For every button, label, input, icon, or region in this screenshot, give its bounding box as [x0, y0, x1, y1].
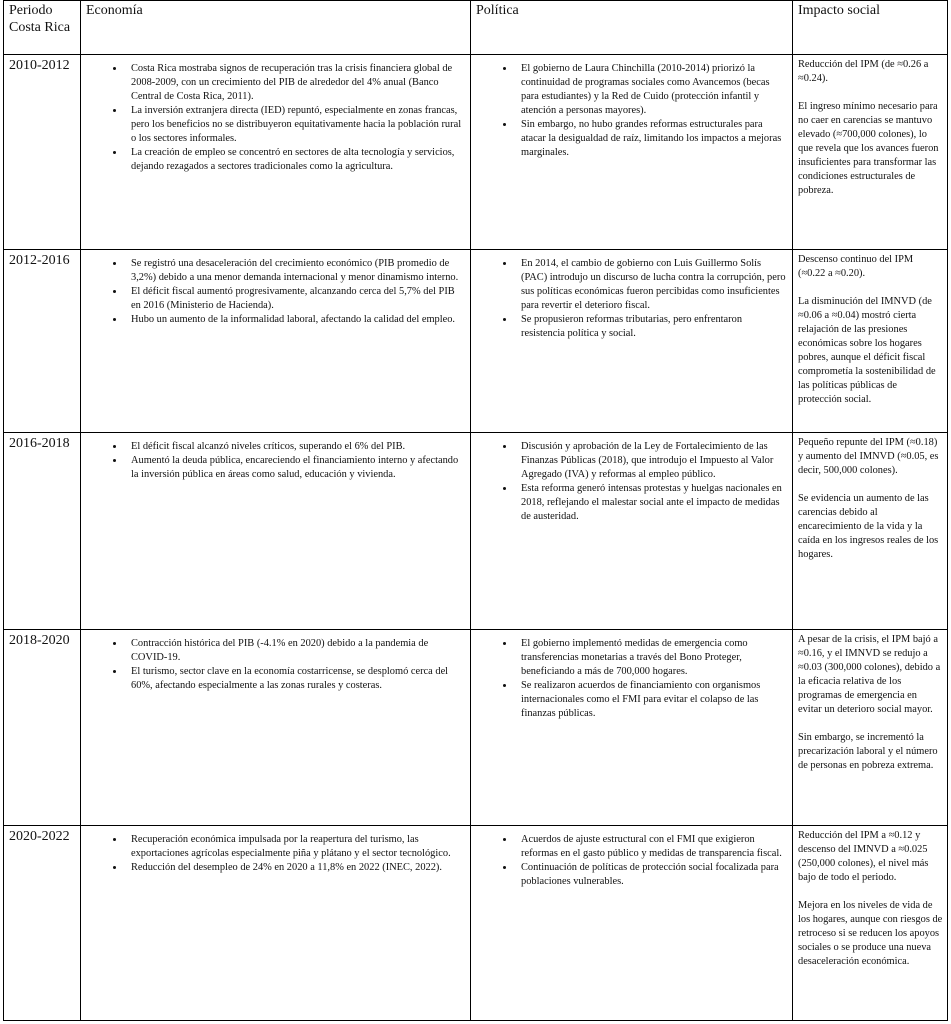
impact-paragraph: Mejora en los niveles de vida de los hogares, aunque con riesgos de retroceso si se reducen los apoyos sociales o se produce una nueva desaceleración económica.: [798, 900, 943, 967]
list-item: • La creación de empleo se concentró en sectores de alta tecnología y servicios, dejando rezagados a sectores tradicionales como la agricultura.: [125, 146, 466, 174]
politics-list: [471, 833, 788, 889]
economy-list: [81, 440, 466, 482]
impact-paragraph: Reducción del IPM a ≈0.12 y descenso del IMNVD a ≈0.025 (250,000 colones), el nivel más bajo de todo el periodo.: [798, 830, 929, 883]
politics-list: [471, 62, 788, 160]
list-item: • Continuación de políticas de protección social focalizada para poblaciones vulnerables.: [515, 861, 788, 889]
header-row: [4, 1, 948, 55]
list-item: • Aumentó la deuda pública, encareciendo el financiamiento interno y afectando la inversión pública en áreas como salud, educación y vivienda.: [125, 454, 466, 482]
list-item: • Hubo un aumento de la informalidad laboral, afectando la calidad del empleo.: [125, 313, 466, 327]
impact-paragraph: Pequeño repunte del IPM (≈0.18) y aumento del IMNVD (≈0.05, es decir, 500,000 colones).: [798, 437, 939, 476]
impact-cell: [793, 55, 948, 250]
list-item: • El gobierno de Laura Chinchilla (2010-2014) priorizó la continuidad de programas sociales como Avancemos (becas para estudiantes) y la Red de Cuido (protección infantil y atención a personas mayores).: [515, 62, 788, 118]
list-item: • Recuperación económica impulsada por la reapertura del turismo, las exportaciones agrícolas especialmente piña y plátano y el sector tecnológico.: [125, 833, 466, 861]
economy-list: [81, 62, 466, 174]
header-politics: Política: [471, 1, 793, 55]
table-row: [4, 55, 948, 250]
politics-cell: [471, 250, 793, 433]
header-period: Periodo Costa Rica: [4, 1, 81, 55]
list-item: • Reducción del desempleo de 24% en 2020 a 11,8% en 2022 (INEC, 2022).: [125, 861, 466, 875]
impact-paragraph: Reducción del IPM (de ≈0.26 a ≈0.24).: [798, 59, 929, 84]
economy-list: [81, 637, 466, 693]
period-cell: 2016-2018: [4, 433, 81, 630]
period-cell: 2012-2016: [4, 250, 81, 433]
politics-cell: [471, 826, 793, 1021]
impact-paragraph: La disminución del IMNVD (de ≈0.06 a ≈0.04) mostró cierta relajación de las presiones económicas sobre los hogares pobres, aunque el déficit fiscal comprometía la sostenibilidad de las políticas públicas de protección social.: [798, 296, 936, 405]
impact-cell: [793, 630, 948, 826]
list-item: • Discusión y aprobación de la Ley de Fortalecimiento de las Finanzas Públicas (2018), que introdujo el Impuesto al Valor Agregado (IVA) y reformas al empleo público.: [515, 440, 788, 482]
economy-cell: [81, 826, 471, 1021]
politics-list: [471, 440, 788, 524]
politics-cell: [471, 630, 793, 826]
table-row: [4, 826, 948, 1021]
politics-list: [471, 257, 788, 341]
header-economy: Economía: [81, 1, 471, 55]
impact-cell: [793, 433, 948, 630]
economy-cell: [81, 55, 471, 250]
economy-list: [81, 833, 466, 875]
impact-cell: [793, 826, 948, 1021]
list-item: • Costa Rica mostraba signos de recuperación tras la crisis financiera global de 2008-2009, con un crecimiento del PIB de alrededor del 4% anual (Banco Central de Costa Rica, 2011).: [125, 62, 466, 104]
politics-cell: [471, 433, 793, 630]
impact-paragraph: El ingreso mínimo necesario para no caer en carencias se mantuvo elevado (≈700,000 colones), lo que revela que los avances fueron insuficientes para transformar las condiciones estructurales de pobreza.: [798, 101, 939, 196]
list-item: • Se realizaron acuerdos de financiamiento con organismos internacionales como el FMI para evitar el colapso de las finanzas públicas.: [515, 679, 788, 721]
list-item: • Sin embargo, no hubo grandes reformas estructurales para atacar la desigualdad de raíz, limitando los impactos a mejoras marginales.: [515, 118, 788, 160]
list-item: • En 2014, el cambio de gobierno con Luis Guillermo Solís (PAC) introdujo un discurso de lucha contra la corrupción, pero sus políticas económicas fueron percibidas como insuficientes para revertir el deterioro fiscal.: [515, 257, 788, 313]
politics-list: [471, 637, 788, 721]
list-item: • La inversión extranjera directa (IED) repuntó, especialmente en zonas francas, pero los beneficios no se distribuyeron equitativamente hacia la población rural o los sectores informales.: [125, 104, 466, 146]
list-item: • Acuerdos de ajuste estructural con el FMI que exigieron reformas en el gasto público y medidas de transparencia fiscal.: [515, 833, 788, 861]
period-cell: 2010-2012: [4, 55, 81, 250]
list-item: • El gobierno implementó medidas de emergencia como transferencias monetarias a través del Bono Proteger, beneficiando a más de 700,000 hogares.: [515, 637, 788, 679]
table-row: [4, 250, 948, 433]
impact-paragraph: Sin embargo, se incrementó la precarización laboral y el número de personas en pobreza extrema.: [798, 732, 938, 771]
policy-table: [3, 0, 948, 1021]
period-cell: 2020-2022: [4, 826, 81, 1021]
economy-cell: [81, 630, 471, 826]
header-impact: Impacto social: [793, 1, 948, 55]
economy-cell: [81, 433, 471, 630]
list-item: • El déficit fiscal alcanzó niveles críticos, superando el 6% del PIB.: [125, 440, 466, 454]
table-row: [4, 630, 948, 826]
list-item: • El turismo, sector clave en la economía costarricense, se desplomó cerca del 60%, afectando especialmente a las zonas rurales y costeras.: [125, 665, 466, 693]
period-cell: 2018-2020: [4, 630, 81, 826]
economy-cell: [81, 250, 471, 433]
economy-list: [81, 257, 466, 327]
impact-cell: [793, 250, 948, 433]
table-row: [4, 433, 948, 630]
impact-paragraph: Descenso continuo del IPM (≈0.22 a ≈0.20).: [798, 254, 914, 279]
list-item: • Se propusieron reformas tributarias, pero enfrentaron resistencia política y social.: [515, 313, 788, 341]
impact-paragraph: Se evidencia un aumento de las carencias debido al encarecimiento de la vida y la caída en los ingresos reales de los hogares.: [798, 493, 939, 560]
list-item: • Contracción histórica del PIB (-4.1% en 2020) debido a la pandemia de COVID-19.: [125, 637, 466, 665]
politics-cell: [471, 55, 793, 250]
list-item: • Esta reforma generó intensas protestas y huelgas nacionales en 2018, reflejando el malestar social ante el impacto de medidas de austeridad.: [515, 482, 788, 524]
list-item: • Se registró una desaceleración del crecimiento económico (PIB promedio de 3,2%) debido a una menor demanda internacional y menor dinamismo interno.: [125, 257, 466, 285]
impact-paragraph: A pesar de la crisis, el IPM bajó a ≈0.16, y el IMNVD se redujo a ≈0.03 (300,000 colones), debido a la eficacia relativa de los programas de emergencia en evitar un deterioro social mayor.: [798, 634, 941, 715]
list-item: • El déficit fiscal aumentó progresivamente, alcanzando cerca del 5,7% del PIB en 2016 (Ministerio de Hacienda).: [125, 285, 466, 313]
